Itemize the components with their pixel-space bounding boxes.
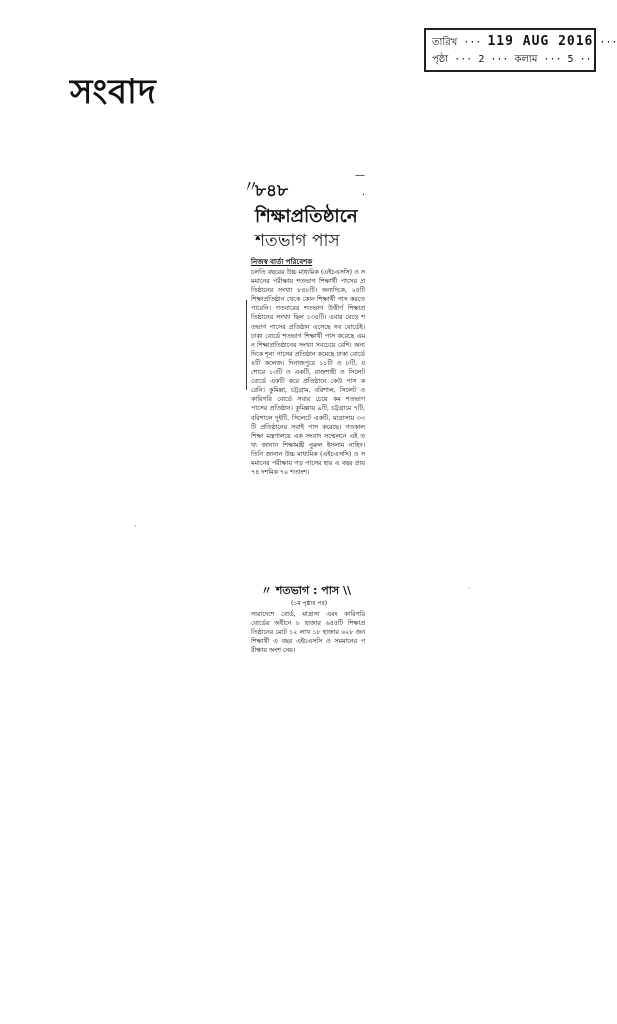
scan-speck: · bbox=[134, 522, 137, 531]
continuation-title-text: শতভাগ : পাস bbox=[275, 584, 340, 597]
stamp-page-row: পৃষ্ঠা ··· 2 ··· কলাম ··· 5 ··· bbox=[432, 54, 598, 65]
margin-rule bbox=[246, 300, 247, 390]
date-stamp bbox=[424, 28, 617, 72]
marker-icon: 〃 bbox=[261, 584, 276, 597]
pen-mark-icon: 〃 bbox=[243, 177, 260, 196]
continuation-body: সারাদেশে বোর্ড, মাদ্রাসা এবং কারিগরি বোর্ডের অধীনে ৮ হাজার ৬৪৫টি শিক্ষাপ্রতিষ্ঠানের মোট ১২ লাখ ১৮ হাজার ৬২৮ জন শিক্ষার্থী এ বছর এইচএসসি ও সমমানের পরীক্ষায় অংশ নেয়। bbox=[251, 611, 365, 654]
newspaper-masthead: সংবাদ bbox=[70, 72, 157, 112]
stamp-date-label: তারিখ bbox=[432, 37, 458, 48]
byline: নিজস্ব বার্তা পরিবেশক bbox=[251, 258, 313, 266]
stamp-date-row: তারিখ ··· 119 AUG 2016 ··· bbox=[432, 34, 617, 49]
dash-mark: — bbox=[355, 170, 365, 181]
headline-line-2: শতভাগ পাস bbox=[255, 231, 340, 251]
stamp-column-value: 5 bbox=[567, 54, 574, 65]
stamp-page-value: 2 bbox=[478, 54, 485, 65]
article-number: ৮৪৮ bbox=[255, 181, 289, 201]
news-clipping bbox=[243, 170, 367, 695]
dot-mark: · bbox=[361, 190, 365, 201]
marker-icon-end: \\ bbox=[343, 584, 352, 597]
article-body: চলতি বছরের উচ্চ মাধ্যমিক (এইচএসসি) ও সমমানের পরীক্ষায় শতভাগ শিক্ষার্থী পাসের প্রতিষ্ঠানের সংখ্যা ৮৪৮টি। অন্যদিকে, ২৫টি শিক্ষাপ্রতিষ্ঠান থেকে কোন শিক্ষার্থী পাস করতে পারেনি। গতবারের শতভাগ উত্তীর্ণ শিক্ষাপ্রতিষ্ঠানের সংখ্যা ছিল ১৩৫টি। এবার বেড়ে শতভাগ পাসের প্রতিষ্ঠান এসেছে সব বোর্ডেই। ঢাকা বোর্ডে শতভাগ শিক্ষার্থী পাস করেছে এমন শিক্ষাপ্রতিষ্ঠানের সংখ্যা সবচেয়ে বেশি। অন্যদিকে শূন্য পাসের প্রতিষ্ঠান কমেছে ঢাকা বোর্ডে ৪টি কলেজ। দিনাজপুরে ১১টি ও ৮টি, যশোরে ১৩টি ও একটি, রাজশাহী ও সিলেট বোর্ডে একটি করে প্রতিষ্ঠানে কেউ পাস করেনি। কুমিল্লা, চট্টগ্রাম, বরিশাল, সিলেট ও কারিগরি বোর্ডে সবার চেয়ে কম শতভাগ পাসের প্রতিষ্ঠান। কুমিল্লায় ৯টি, চট্টগ্রামে ৭টি, বরিশালে দুইটি, সিলেটে একটি, মাদ্রাসায় ৩৩টি প্রতিষ্ঠানের সবাই পাস করেছে। গতকাল শিক্ষা মন্ত্রণালয়ে এক সংবাদ সম্মেলনে এই তথ্য জানান শিক্ষামন্ত্রী নুরুল ইসলাম নাহিদ। তিনি জানান উচ্চ মাধ্যমিক (এইচএসসি) ও সমমানের পরীক্ষায় গড় পাসের হার এ বছর প্রায় ৭৪ দশমিক ৭০ শতাংশ। bbox=[251, 269, 365, 477]
stamp-page-label: পৃষ্ঠা bbox=[432, 54, 449, 65]
stamp-date-value: 119 AUG 2016 bbox=[487, 34, 594, 49]
headline-line-1: শিক্ষাপ্রতিষ্ঠানে bbox=[255, 206, 358, 227]
stamp-column-label: কলাম bbox=[514, 54, 538, 65]
scan-speck: · bbox=[468, 584, 471, 593]
continuation-note: (১ম পৃষ্ঠার পর) bbox=[291, 600, 328, 607]
